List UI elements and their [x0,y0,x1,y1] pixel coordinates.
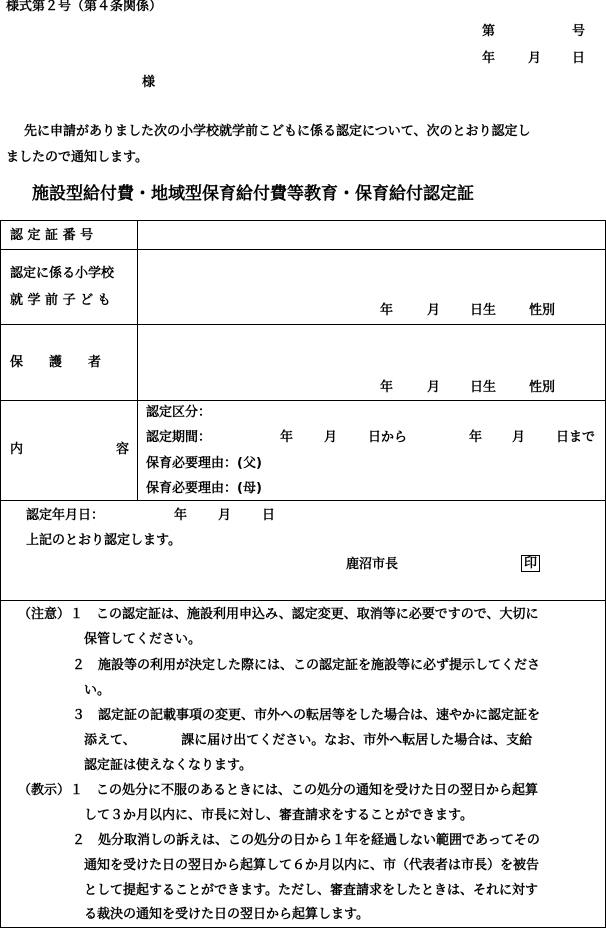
form-id: 様式第２号（第４条関係） [6,0,163,14]
doc-no-suffix: 号 [572,24,586,39]
intro-line-2: ましたので通知します。 [6,150,148,165]
note-line: 添えて、 課に届け出てください。なお、市外へ転居した場合は、支給 [84,733,533,748]
intro-line-1: 先に申請がありました次の小学校就学前こどもに係る認定について、次のとおり認定し [24,124,531,139]
cert-date-day: 日 [262,508,276,523]
date-month: 月 [528,51,542,66]
note-line: 認定証は使えなくなります。 [84,758,252,773]
period-from-year: 年 [280,430,294,445]
mayor: 鹿沼市長 [346,557,399,572]
category-label: 認定区分： [146,405,212,420]
child-birth-year: 年 [380,303,394,318]
child-gender: 性別 [529,303,556,318]
note-line: 通知を受けた日の翌日から起算して６か月以内に、市（代表者は市長）を被告 [84,858,540,873]
guardian-birth-year: 年 [380,380,394,395]
child-birth-month: 月 [427,303,441,318]
child-label-2: 就 学 前 子 ど も [10,293,111,308]
note-line: して３か月以内に、市長に対し、審査請求をすることができます。 [84,808,473,823]
child-birth-day: 日生 [470,303,497,318]
note-line: い。 [84,683,111,698]
cert-date-month: 月 [218,508,232,523]
period-to-month: 月 [512,430,526,445]
page-title: 施設型給付費・地域型保育給付費等教育・保育給付認定証 [32,184,474,204]
date-year: 年 [482,51,496,66]
child-label-1: 認定に係る小学校 [10,266,115,281]
note-line: ２ 施設等の利用が決定した際には、この認定証を施設等に必ず提示してくださ [72,658,541,673]
guardian-birth-month: 月 [427,380,441,395]
period-to-year: 年 [469,430,483,445]
contents-label-left: 内 [10,442,24,457]
cert-date-year: 年 [174,508,188,523]
note-line: （教示）１ この処分に不服のあるときには、この処分の通知を受けた日の翌日から起算 [18,783,539,798]
note-line: る裁決の通知を受けた日の翌日から起算します。 [84,907,369,922]
note-line: （注意）１ この認定証は、施設利用申込み、認定変更、取消等に必要ですので、大切に [18,607,539,622]
note-line: として提起することができます。ただし、審査請求をしたときは、それに対す [84,883,538,898]
note-line: ３ 認定証の記載事項の変更、市外への転居等をした場合は、速やかに認定証を [72,708,541,723]
period-from-day: 日から [368,430,408,445]
seal: 印 [521,555,540,572]
cert-date-label: 認定年月日： [26,508,105,523]
certified-text: 上記のとおり認定します。 [26,533,181,548]
guardian-gender: 性別 [529,380,556,395]
cert-no-label: 認 定 証 番 号 [10,228,94,243]
reason-mother: 保育必要理由：(母) [146,481,262,496]
note-line: ２ 処分取消しの訴えは、この処分の日から１年を経過しない範囲であってその [72,833,540,848]
date-day: 日 [572,51,586,66]
addressee-suffix: 様 [142,75,156,90]
period-from-month: 月 [324,430,338,445]
contents-label-right: 容 [116,442,130,457]
period-label: 認定期間： [146,430,212,445]
note-line: 保管してください。 [84,632,202,647]
doc-no-prefix: 第 [482,24,496,39]
guardian-birth-day: 日生 [470,380,497,395]
period-to-day: 日まで [556,430,596,445]
guardian-label: 保 護 者 [10,355,102,370]
reason-father: 保育必要理由：(父) [146,456,262,471]
